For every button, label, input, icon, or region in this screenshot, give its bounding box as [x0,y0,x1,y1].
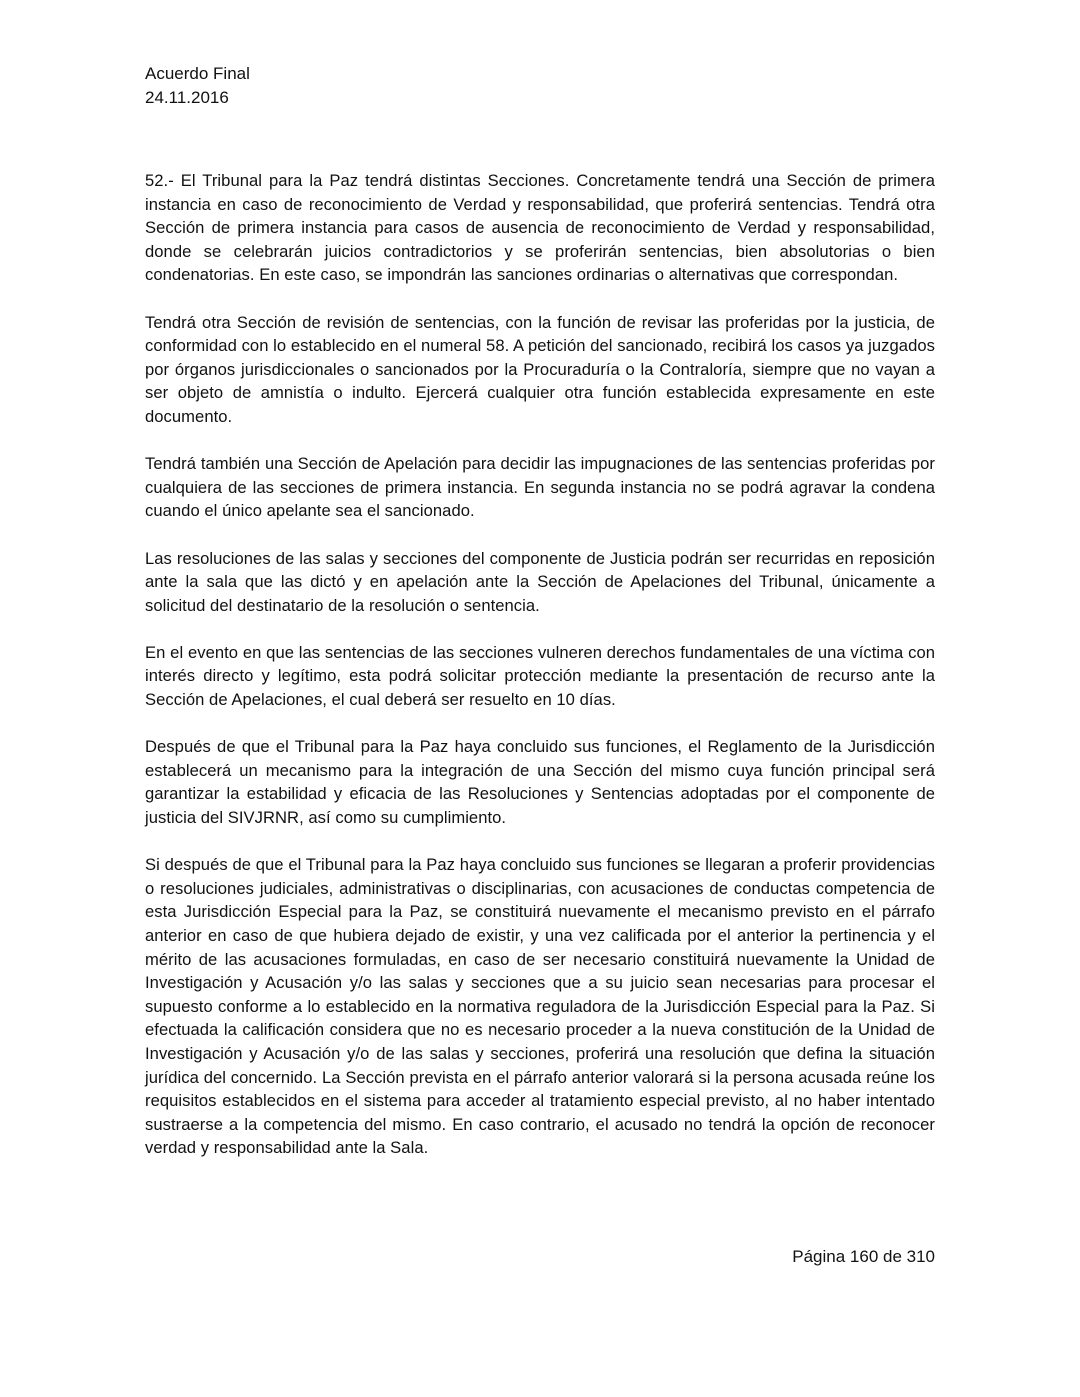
paragraph-post-tribunal-mechanism: Después de que el Tribunal para la Paz haya concluido sus funciones, el Reglamento de la Jurisdicción establecerá un mecanismo para la integración de una Sección del mismo cuya función principal será garantizar la estabilidad y eficacia de las Resoluciones y Sentencias adoptadas por el componente de justicia del SIVJRNR, así como su cumplimiento. [145,737,935,828]
page-number: Página 160 de 310 [792,1247,935,1266]
paragraph-52: 52.- El Tribunal para la Paz tendrá distintas Secciones. Concretamente tendrá una Sección de primera instancia en caso de reconocimiento de Verdad y responsabilidad, que proferirá sentencias. Tendrá otra Sección de primera instancia para casos de ausencia de reconocimiento de Verdad y responsabilidad, donde se celebrarán juicios contradictorios y se proferirán sentencias, bien absolutorias o bien condenatorias. En este caso, se impondrán las sanciones ordinarias o alternativas que correspondan. [145,171,935,285]
paragraph-reconstitution: Si después de que el Tribunal para la Paz haya concluido sus funciones se llegaran a proferir providencias o resoluciones judiciales, administrativas o disciplinarias, con acusaciones de conductas competencia de esta Jurisdicción Especial para la Paz, se constituirá nuevamente el mecanismo previsto en el párrafo anterior en caso de que hubiera dejado de existir, y una vez calificada por el anterior la pertinencia y el mérito de las acusaciones formuladas, en caso de ser necesario constituirá nuevamente la Unidad de Investigación y Acusación y/o las salas y secciones que a su juicio sean necesarias para procesar el supuesto conforme a lo establecido en la normativa reguladora de la Jurisdicción Especial para la Paz. Si efectuada la calificación considera que no es necesario proceder a la nueva constitución de la Unidad de Investigación y Acusación y/o de las salas y secciones, proferirá una resolución que defina la situación jurídica del concernido. La Sección prevista en el párrafo anterior valorará si la persona acusada reúne los requisitos establecidos en el sistema para acceder al tratamiento especial previsto, al no haber intentado sustraerse a la competencia del mismo. En caso contrario, el acusado no tendrá la opción de reconocer verdad y responsabilidad ante la Sala. [145,855,935,1158]
paragraph-appeal-section: Tendrá también una Sección de Apelación para decidir las impugnaciones de las sentencias proferidas por cualquiera de las secciones de primera instancia. En segunda instancia no se podrá agravar la condena cuando el único apelante sea el sancionado. [145,454,935,521]
page-header [145,62,250,110]
paragraph-victim-protection: En el evento en que las sentencias de las secciones vulneren derechos fundamentales de una víctima con interés directo y legítimo, esta podrá solicitar protección mediante la presentación de recurso ante la Sección de Apelaciones, el cual deberá ser resuelto en 10 días. [145,642,935,710]
document-date: 24.11.2016 [145,88,229,107]
document-title: Acuerdo Final [145,64,250,83]
paragraph-revision-section: Tendrá otra Sección de revisión de sentencias, con la función de revisar las proferidas por la justicia, de conformidad con lo establecido en el numeral 58. A petición del sancionado, recibirá los casos ya juzgados por órganos jurisdiccionales o sancionados por la Procuraduría o la Contraloría, siempre que no vayan a ser objeto de amnistía o indulto. Ejercerá cualquier otra función establecida expresamente en este documento. [145,312,935,426]
document-body [145,169,935,1184]
paragraph-resolutions-appeal: Las resoluciones de las salas y secciones del componente de Justicia podrán ser recurridas en reposición ante la sala que las dictó y en apelación ante la Sección de Apelaciones del Tribunal, únicamente a solicitud del destinatario de la resolución o sentencia. [145,548,935,615]
